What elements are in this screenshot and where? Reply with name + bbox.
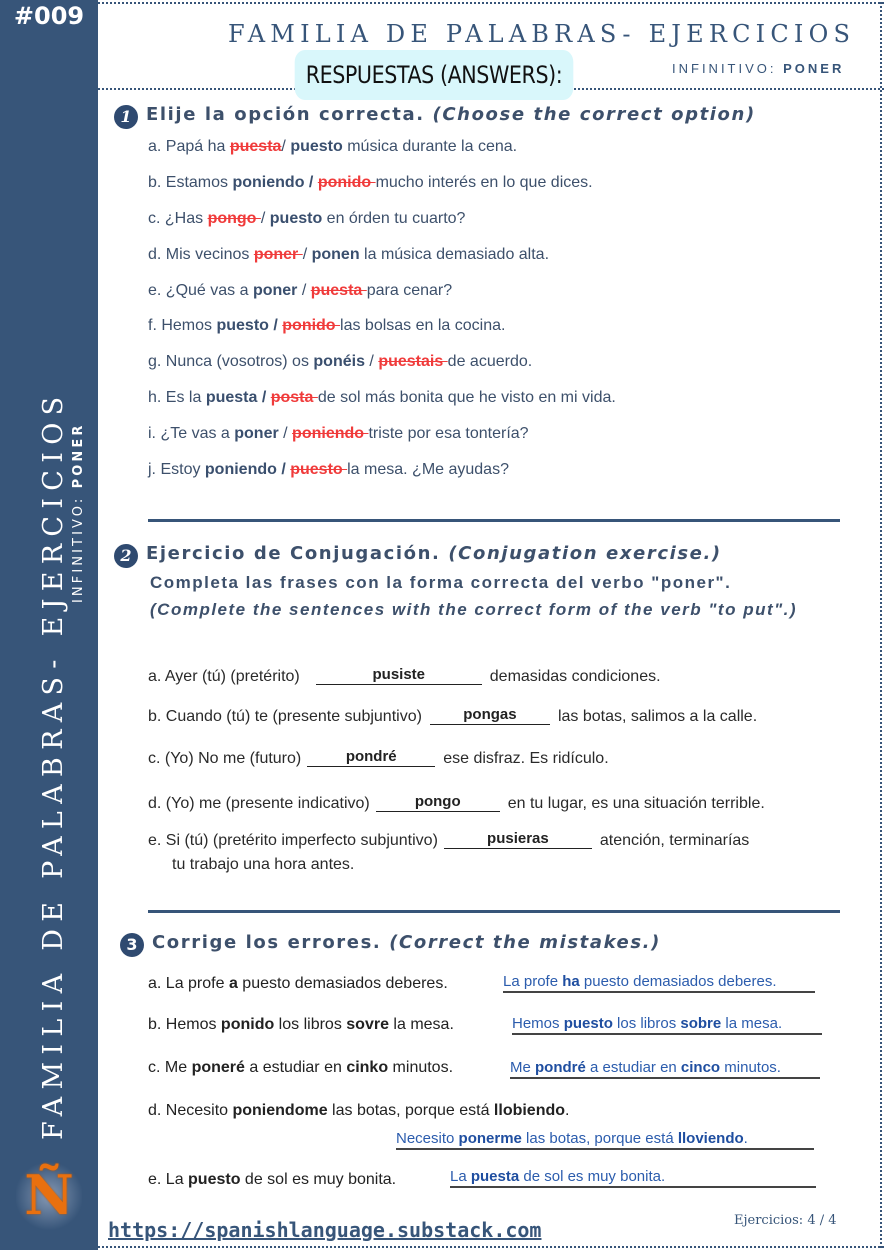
infinitive-label: INFINITIVO: (71, 488, 86, 603)
correction-text: . (743, 1130, 748, 1147)
error-word: puesto (188, 1171, 241, 1188)
number-2-badge-icon: 2 (114, 544, 138, 568)
item-text: en órden tu cuarto? (322, 210, 466, 227)
error-word: poniendome (232, 1102, 328, 1119)
number-3-badge-icon: 3 (120, 933, 144, 957)
correction-text: los libros (612, 1015, 681, 1032)
corrected-word: puesto (563, 1015, 613, 1032)
page-counter: Ejercicios: 4 / 4 (734, 1213, 837, 1228)
answer-blank[interactable]: pondré (307, 748, 435, 767)
exercise-3-sentence (148, 1102, 569, 1120)
correct-option: puesto (290, 138, 343, 155)
substack-link[interactable]: https://spanishlanguage.substack.com (108, 1218, 542, 1242)
wrong-option-struck: ponido (317, 174, 376, 191)
item-continuation-line2: tu trabajo una hora antes. (172, 856, 355, 873)
item-text: f. Hemos (148, 317, 217, 334)
page-title: FAMILIA DE PALABRAS- EJERCICIOS (228, 20, 856, 48)
error-word: sovre (346, 1016, 389, 1033)
correction-answer-field[interactable] (396, 1130, 814, 1150)
logo-enye-icon (16, 1160, 82, 1232)
item-continuation: las botas, salimos a la calle. (557, 708, 758, 725)
exercise-3-heading (120, 932, 661, 957)
exercise-3-title: Corrige los errores. (152, 932, 390, 953)
item-text: j. Estoy (148, 461, 205, 478)
correct-option: poner (252, 282, 298, 299)
corrected-word: cinco (680, 1059, 721, 1076)
correction-text: Necesito (396, 1130, 459, 1147)
exercise-1-title: Elije la opción correcta. (146, 104, 433, 125)
item-text: i. ¿Te vas a (148, 425, 235, 442)
dotted-border-right (880, 2, 882, 1248)
item-text: g. Nunca (vosotros) os (148, 353, 314, 370)
item-prompt: c. (Yo) No me (futuro) (148, 750, 302, 767)
exercise-3-sentence (148, 1016, 454, 1034)
exercise-1-item (148, 425, 529, 443)
item-prompt: d. (Yo) me (presente indicativo) (148, 795, 370, 812)
infinitive-value: PONER (783, 61, 845, 76)
exercise-1-item (148, 353, 532, 371)
item-text: / (260, 210, 270, 227)
error-word: poneré (191, 1059, 245, 1076)
exercise-3-sentence (148, 1171, 396, 1189)
dotted-border-bottom (98, 1246, 884, 1248)
sentence-text: d. Necesito (148, 1102, 233, 1119)
item-continuation: en tu lugar, es una situación terrible. (507, 795, 765, 812)
answer-blank[interactable]: pongo (376, 793, 500, 812)
sentence-text: b. Hemos (148, 1016, 221, 1033)
sidebar-vertical-subtitle (72, 423, 85, 603)
error-word: llobiendo (493, 1102, 566, 1119)
item-text: música durante la cena. (342, 138, 518, 155)
correction-answer-field[interactable] (512, 1015, 822, 1035)
wrong-option-struck: poner (253, 246, 303, 263)
wrong-option-struck: puesta (310, 282, 367, 299)
correction-answer-field[interactable] (450, 1168, 816, 1188)
item-prompt: e. Si (tú) (pretérito imperfecto subjuntivo) (148, 832, 438, 849)
exercise-1-item (148, 282, 452, 300)
corrected-word: lloviendo (677, 1130, 744, 1147)
correction-text: minutos. (720, 1059, 781, 1076)
item-text: de acuerdo. (447, 353, 533, 370)
corrected-word: ha (562, 973, 580, 990)
sentence-text: de sol es muy bonita. (240, 1171, 397, 1188)
item-continuation: demasidas condiciones. (489, 668, 661, 685)
exercise-1-item (148, 389, 616, 407)
item-continuation: ese disfraz. Es ridículo. (443, 750, 609, 767)
exercise-1-item (148, 138, 517, 156)
sentence-text: . (565, 1102, 570, 1119)
wrong-option-struck: puesta (229, 138, 282, 155)
sentence-text: a. La profe (148, 975, 229, 992)
exercise-1-item (148, 174, 593, 192)
corrected-word: pondré (535, 1059, 586, 1076)
exercise-1-item (148, 461, 509, 479)
item-text: / (297, 282, 311, 299)
exercise-3-title-en: (Correct the mistakes.) (389, 932, 661, 953)
wrong-option-struck: ponido (282, 317, 341, 334)
item-text: la mesa. ¿Me ayudas? (347, 461, 509, 478)
correct-option: ponen (311, 246, 360, 263)
sentence-text: c. Me (148, 1059, 192, 1076)
answer-blank[interactable]: pusieras (444, 830, 592, 849)
exercise-1-item (148, 317, 505, 335)
item-text: la música demasiado alta. (359, 246, 550, 263)
instruction-es: Completa las frases con la forma correcta del verbo "poner". (150, 573, 732, 592)
correct-option: poniendo / (232, 174, 314, 191)
exercise-2-item (148, 830, 749, 874)
correction-text: Me (510, 1059, 536, 1076)
dotted-border-top (98, 2, 884, 4)
sidebar (0, 0, 98, 1250)
infinitive-label: INFINITIVO: (672, 61, 784, 76)
logo-glyph: Ñ (24, 1163, 74, 1227)
infinitive-tag (672, 61, 844, 76)
wrong-option-struck: puestais (378, 353, 448, 370)
item-text: h. Es la (148, 389, 206, 406)
item-text: para cenar? (366, 282, 453, 299)
exercise-2-instruction (150, 569, 840, 623)
correction-text: puesto demasiados deberes. (579, 973, 777, 990)
item-text: / (364, 353, 379, 370)
item-text: / (281, 138, 291, 155)
sentence-text: e. La (148, 1171, 189, 1188)
correct-option: puesto / (216, 317, 278, 334)
error-word: cinko (346, 1059, 389, 1076)
item-text: / (278, 425, 293, 442)
corrected-word: ponerme (458, 1130, 522, 1147)
item-prompt: a. Ayer (tú) (pretérito) (148, 668, 300, 685)
exercise-3-sentence (148, 1059, 453, 1077)
item-text: mucho interés en lo que dices. (375, 174, 593, 191)
item-text: b. Estamos (148, 174, 233, 191)
sentence-text: las botas, porque está (327, 1102, 494, 1119)
answer-blank[interactable]: pusiste (316, 666, 482, 685)
sentence-text: a estudiar en (244, 1059, 347, 1076)
wrong-option-struck: poniendo (292, 425, 369, 442)
correction-answer-field[interactable] (503, 973, 815, 993)
correct-option: poniendo / (204, 461, 286, 478)
number-1-badge-icon: 1 (114, 105, 138, 129)
exercise-1-item (148, 246, 549, 264)
worksheet-number: #009 (13, 2, 85, 30)
item-text: c. ¿Has (148, 210, 208, 227)
correction-text: La profe (503, 973, 563, 990)
exercise-2-title-en: (Conjugation exercise.) (448, 543, 722, 564)
error-word: a (228, 975, 238, 992)
exercise-1-item (148, 210, 465, 228)
exercise-1-heading (114, 104, 756, 129)
exercise-2-title: Ejercicio de Conjugación. (146, 543, 449, 564)
sentence-text: puesto demasiados deberes. (237, 975, 448, 992)
correct-option: puesto (269, 210, 323, 227)
item-prompt: b. Cuando (tú) te (presente subjuntivo) (148, 708, 422, 725)
exercise-1-title-en: (Choose the correct option) (432, 104, 756, 125)
correction-text: a estudiar en (585, 1059, 681, 1076)
correct-option: ponéis (313, 353, 365, 370)
correction-text: La (450, 1168, 471, 1185)
exercise-3-sentence (148, 975, 448, 993)
sentence-text: los libros (274, 1016, 347, 1033)
item-text: triste por esa tontería? (368, 425, 529, 442)
sidebar-vertical-title: FAMILIA DE PALABRAS- EJERCICIOS (38, 389, 69, 1140)
exercise-2-heading (114, 543, 722, 568)
answers-banner: RESPUESTAS (ANSWERS): (295, 50, 574, 100)
error-word: ponido (220, 1016, 275, 1033)
item-continuation: atención, terminarías (599, 832, 750, 849)
correction-text: de sol es muy bonita. (519, 1168, 666, 1185)
sentence-text: la mesa. (388, 1016, 454, 1033)
exercise-2-item (148, 748, 609, 768)
item-text: / (302, 246, 312, 263)
answer-blank[interactable]: pongas (430, 706, 550, 725)
correction-text: Hemos (512, 1015, 564, 1032)
item-text: a. Papá ha (148, 138, 230, 155)
item-text: de sol más bonita que he visto en mi vida. (317, 389, 616, 406)
wrong-option-struck: posta (270, 389, 318, 406)
correction-text: las botas, porque está (521, 1130, 678, 1147)
correction-text: la mesa. (721, 1015, 783, 1032)
item-text: las bolsas en la cocina. (340, 317, 506, 334)
item-text: e. ¿Qué vas a (148, 282, 253, 299)
section-divider (148, 519, 840, 522)
exercise-2-item (148, 706, 757, 726)
exercise-2-item (148, 793, 765, 813)
correction-answer-field[interactable] (510, 1059, 820, 1079)
wrong-option-struck: puesto (290, 461, 348, 478)
section-divider (148, 910, 840, 913)
corrected-word: sobre (680, 1015, 722, 1032)
corrected-word: puesta (470, 1168, 520, 1185)
wrong-option-struck: pongo (207, 210, 261, 227)
exercise-2-item (148, 666, 661, 686)
item-text: d. Mis vecinos (148, 246, 254, 263)
instruction-en: (Complete the sentences with the correct form of the verb "to put".) (150, 600, 798, 619)
infinitive-value: PONER (71, 422, 86, 489)
correct-option: puesta / (205, 389, 267, 406)
correct-option: poner (234, 425, 279, 442)
sentence-text: minutos. (388, 1059, 454, 1076)
